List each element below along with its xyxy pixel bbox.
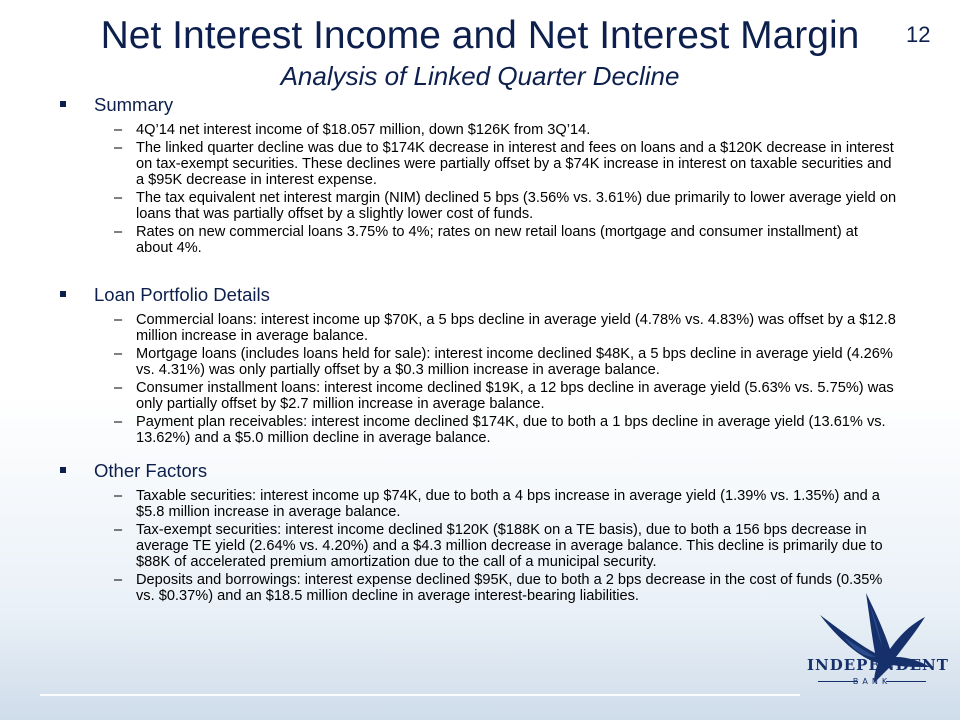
list-item: [58, 380, 898, 412]
list-item-text: The tax equivalent net interest margin (NIM) declined 5 bps (3.56% vs. 3.61%) due primarily to lower average yield on loans that was partially offset by a slightly lower cost of funds.: [136, 190, 897, 222]
section-heading-text: Other Factors: [94, 460, 208, 481]
section-summary: [58, 94, 898, 256]
slide-title: Net Interest Income and Net Interest Margin: [100, 14, 860, 57]
slide-content: [58, 94, 898, 618]
slide-subtitle: Analysis of Linked Quarter Decline: [280, 61, 680, 91]
section-other-factors: [58, 460, 898, 604]
dash-bullet: –: [114, 380, 123, 396]
list-item-text: 4Q’14 net interest income of $18.057 million, down $126K from 3Q’14.: [136, 122, 591, 138]
list-item: [58, 346, 898, 378]
section-heading: [58, 284, 898, 306]
dash-bullet: –: [114, 312, 123, 328]
list-item: [58, 312, 898, 344]
dash-bullet: –: [114, 346, 123, 362]
dash-bullet: –: [114, 488, 123, 504]
logo-name: INDEPENDENT: [807, 656, 949, 674]
section-heading-text: Summary: [94, 94, 174, 115]
list-item: [58, 414, 898, 446]
section-heading: [58, 94, 898, 116]
dash-bullet: –: [114, 522, 123, 538]
square-bullet-icon: [60, 467, 66, 473]
dash-bullet: –: [114, 122, 123, 138]
dash-bullet: –: [114, 414, 123, 430]
list-item: [58, 190, 898, 222]
list-item: [58, 488, 898, 520]
list-item-text: Payment plan receivables: interest income declined $174K, due to both a 1 bps decline in average yield (13.61% vs. 13.62%) and a $5.0 million decline in average balance.: [136, 414, 886, 446]
section-loan-portfolio: [58, 284, 898, 446]
list-item-text: Tax-exempt securities: interest income declined $120K ($188K on a TE basis), due to both a 156 bps decrease in average TE yield (2.64% vs. 4.20%) and a $4.3 million decrease in average balance. This decline is primarily due to $88K of accelerated premium amortization due to the call of a municipal security.: [136, 522, 883, 570]
list-item: [58, 122, 898, 138]
list-item-text: Consumer installment loans: interest income declined $19K, a 12 bps decline in average yield (5.63% vs. 5.75%) was only partially offset by $2.7 million increase in average balance.: [136, 380, 894, 412]
footer-divider: [40, 694, 800, 696]
list-item: [58, 140, 898, 188]
list-item-text: Rates on new commercial loans 3.75% to 4%; rates on new retail loans (mortgage and consumer installment) at about 4%.: [136, 224, 858, 256]
section-heading: [58, 460, 898, 482]
dash-bullet: –: [114, 572, 123, 588]
bullet-list: [58, 312, 898, 446]
list-item-text: Commercial loans: interest income up $70K, a 5 bps decline in average yield (4.78% vs. 4.83%) was offset by a $12.8 million increase in average balance.: [136, 312, 896, 344]
list-item-text: Deposits and borrowings: interest expense declined $95K, due to both a 2 bps decrease in the cost of funds (0.35% vs. $0.37%) and an $18.5 million decline in average interest-bearing liabilities.: [136, 572, 883, 604]
square-bullet-icon: [60, 291, 66, 297]
section-heading-text: Loan Portfolio Details: [94, 284, 270, 305]
list-item-text: Mortgage loans (includes loans held for sale): interest income declined $48K, a 5 bps decline in average yield (4.26% vs. 4.31%) was only partially offset by a $0.3 million increase in average balance.: [136, 346, 893, 378]
dash-bullet: –: [114, 224, 123, 240]
page-number: 12: [906, 22, 931, 47]
list-item-text: The linked quarter decline was due to $174K decrease in interest and fees on loans and a $120K decrease in interest on tax-exempt securities. These declines were partially offset by a $74K increase in interest on taxable securities and a $95K decrease in interest expense.: [136, 140, 894, 188]
bullet-list: [58, 488, 898, 604]
list-item-text: Taxable securities: interest income up $74K, due to both a 4 bps increase in average yield (1.39% vs. 1.35%) and a $5.8 million increase in average balance.: [136, 488, 880, 520]
dash-bullet: –: [114, 140, 123, 156]
square-bullet-icon: [60, 101, 66, 107]
bullet-list: [58, 122, 898, 256]
dash-bullet: –: [114, 190, 123, 206]
list-item: [58, 572, 898, 604]
list-item: [58, 224, 898, 256]
logo-sub: BANK: [852, 677, 892, 686]
list-item: [58, 522, 898, 570]
